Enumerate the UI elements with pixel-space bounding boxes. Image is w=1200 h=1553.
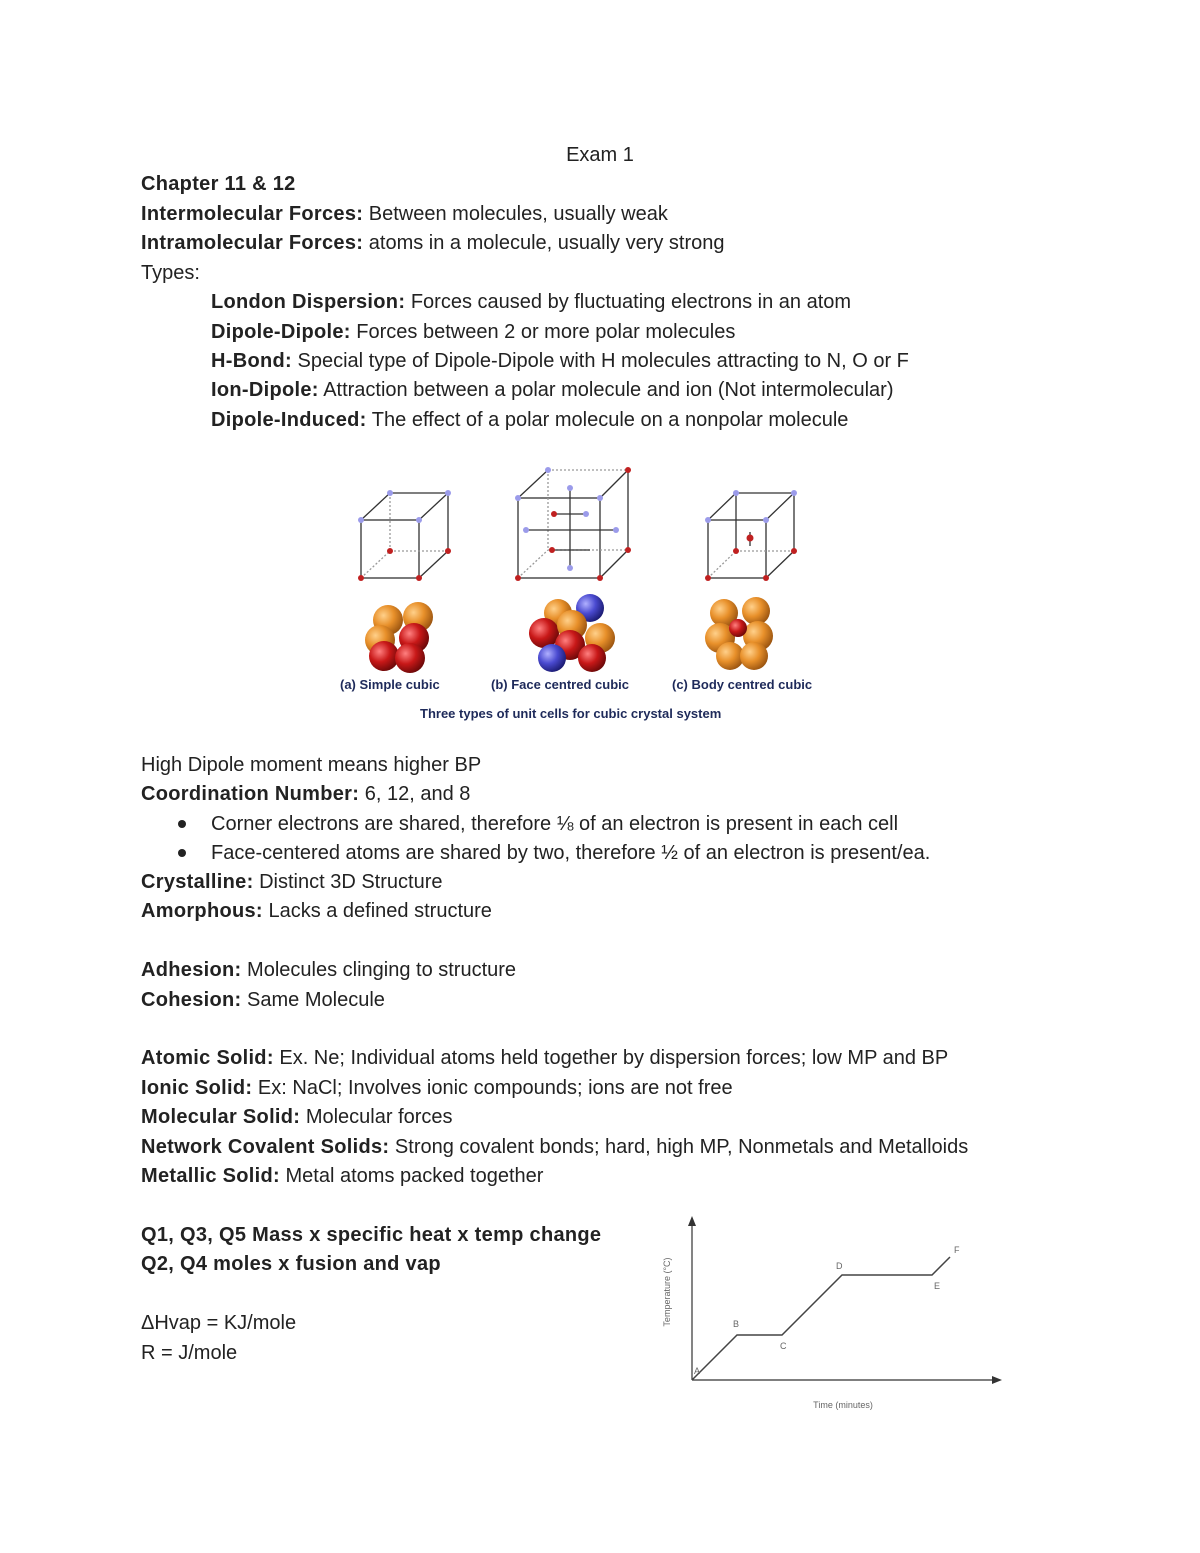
term: Metallic Solid: <box>141 1165 280 1187</box>
term: Ionic Solid: <box>141 1077 253 1099</box>
definition: Molecules clinging to structure <box>241 959 517 981</box>
definition: Molecular forces <box>300 1106 453 1128</box>
solid-metallic <box>141 1164 543 1188</box>
body-centred-cubic-spheres <box>705 597 773 670</box>
point-label-b: B <box>733 1319 740 1329</box>
bullet-item: Face-centered atoms are shared by two, therefore ½ of an electron is present/ea. <box>211 842 931 864</box>
definition: 6, 12, and 8 <box>359 783 471 805</box>
solid-atomic <box>141 1046 948 1070</box>
term: Dipole-Induced: <box>211 409 367 431</box>
definition: Ex. Ne; Individual atoms held together by dispersion forces; low MP and BP <box>273 1047 949 1069</box>
label-body-centred-cubic: (c) Body centred cubic <box>672 677 813 692</box>
definition: The effect of a polar molecule on a nonpolar molecule <box>366 409 849 431</box>
bullet-item: Corner electrons are shared, therefore ⅛ of an electron is present in each cell <box>211 813 899 835</box>
type-london <box>211 290 851 314</box>
point-label-e: E <box>934 1281 941 1291</box>
adhesion-def <box>141 958 516 982</box>
term: Ion-Dipole: <box>211 379 319 401</box>
term: Intermolecular Forces: <box>141 203 364 225</box>
term: London Dispersion: <box>211 291 406 313</box>
types-label: Types: <box>141 262 200 284</box>
definition: Forces between 2 or more polar molecules <box>350 321 736 343</box>
term: Cohesion: <box>141 989 242 1011</box>
term: Crystalline: <box>141 871 254 893</box>
definition: Same Molecule <box>241 989 385 1011</box>
cohesion-def <box>141 988 385 1012</box>
type-dipole-induced <box>211 408 848 432</box>
definition: Ex: NaCl; Involves ionic compounds; ions are not free <box>252 1077 733 1099</box>
y-axis-arrow-icon <box>688 1216 696 1226</box>
intramolecular-def <box>141 231 725 255</box>
label-face-centred-cubic: (b) Face centred cubic <box>491 677 629 692</box>
solid-network-covalent <box>141 1135 968 1159</box>
definition: Metal atoms packed together <box>279 1165 544 1187</box>
bullet-icon <box>178 849 186 857</box>
point-label-f: F <box>954 1245 960 1255</box>
term: Atomic Solid: <box>141 1047 274 1069</box>
point-label-a: A <box>694 1366 701 1376</box>
solid-ionic <box>141 1076 733 1100</box>
figure-caption: Three types of unit cells for cubic crystal system <box>420 706 722 721</box>
definition: Between molecules, usually weak <box>363 203 668 225</box>
chapter-heading: Chapter 11 & 12 <box>141 173 296 195</box>
term: H-Bond: <box>211 350 292 372</box>
heating-curve-chart <box>650 1210 1010 1420</box>
x-axis-arrow-icon <box>992 1376 1002 1384</box>
dipole-bp-note: High Dipole moment means higher BP <box>141 754 482 776</box>
solid-molecular <box>141 1105 453 1129</box>
coordination-number <box>141 782 470 806</box>
simple-cubic-cell <box>361 493 448 578</box>
term: Molecular Solid: <box>141 1106 301 1128</box>
type-ion-dipole <box>211 378 893 402</box>
question-q1-q3-q5: Q1, Q3, Q5 Mass x specific heat x temp change <box>141 1224 602 1246</box>
definition: Forces caused by fluctuating electrons in an atom <box>405 291 852 313</box>
term: Amorphous: <box>141 900 263 922</box>
y-axis-label: Temperature (°C) <box>662 1257 672 1327</box>
face-centred-cubic-cell <box>518 470 628 578</box>
unit-cell-figure <box>330 460 840 730</box>
intermolecular-def <box>141 202 668 226</box>
x-axis-label: Time (minutes) <box>813 1400 873 1410</box>
crystalline-def <box>141 870 442 894</box>
hvap-unit: ΔHvap = KJ/mole <box>141 1312 297 1334</box>
term: Adhesion: <box>141 959 242 981</box>
type-h-bond <box>211 349 909 373</box>
bullet-icon <box>178 820 186 828</box>
point-label-d: D <box>836 1261 843 1271</box>
term: Network Covalent Solids: <box>141 1136 390 1158</box>
question-q2-q4: Q2, Q4 moles x fusion and vap <box>141 1253 441 1275</box>
term: Dipole-Dipole: <box>211 321 351 343</box>
point-label-c: C <box>780 1341 787 1351</box>
type-dipole-dipole <box>211 320 735 344</box>
page-title: Exam 1 <box>566 144 634 166</box>
simple-cubic-spheres <box>365 602 433 673</box>
term: Coordination Number: <box>141 783 360 805</box>
term: Intramolecular Forces: <box>141 232 364 254</box>
definition: atoms in a molecule, usually very strong <box>363 232 725 254</box>
label-simple-cubic: (a) Simple cubic <box>340 677 440 692</box>
r-unit: R = J/mole <box>141 1342 238 1364</box>
face-centred-cubic-spheres <box>529 594 615 672</box>
definition: Attraction between a polar molecule and ion (Not intermolecular) <box>318 379 894 401</box>
heating-curve-line <box>692 1257 950 1380</box>
amorphous-def <box>141 899 492 923</box>
definition: Strong covalent bonds; hard, high MP, Nonmetals and Metalloids <box>389 1136 969 1158</box>
definition: Distinct 3D Structure <box>253 871 443 893</box>
definition: Lacks a defined structure <box>262 900 492 922</box>
definition: Special type of Dipole-Dipole with H molecules attracting to N, O or F <box>291 350 909 372</box>
